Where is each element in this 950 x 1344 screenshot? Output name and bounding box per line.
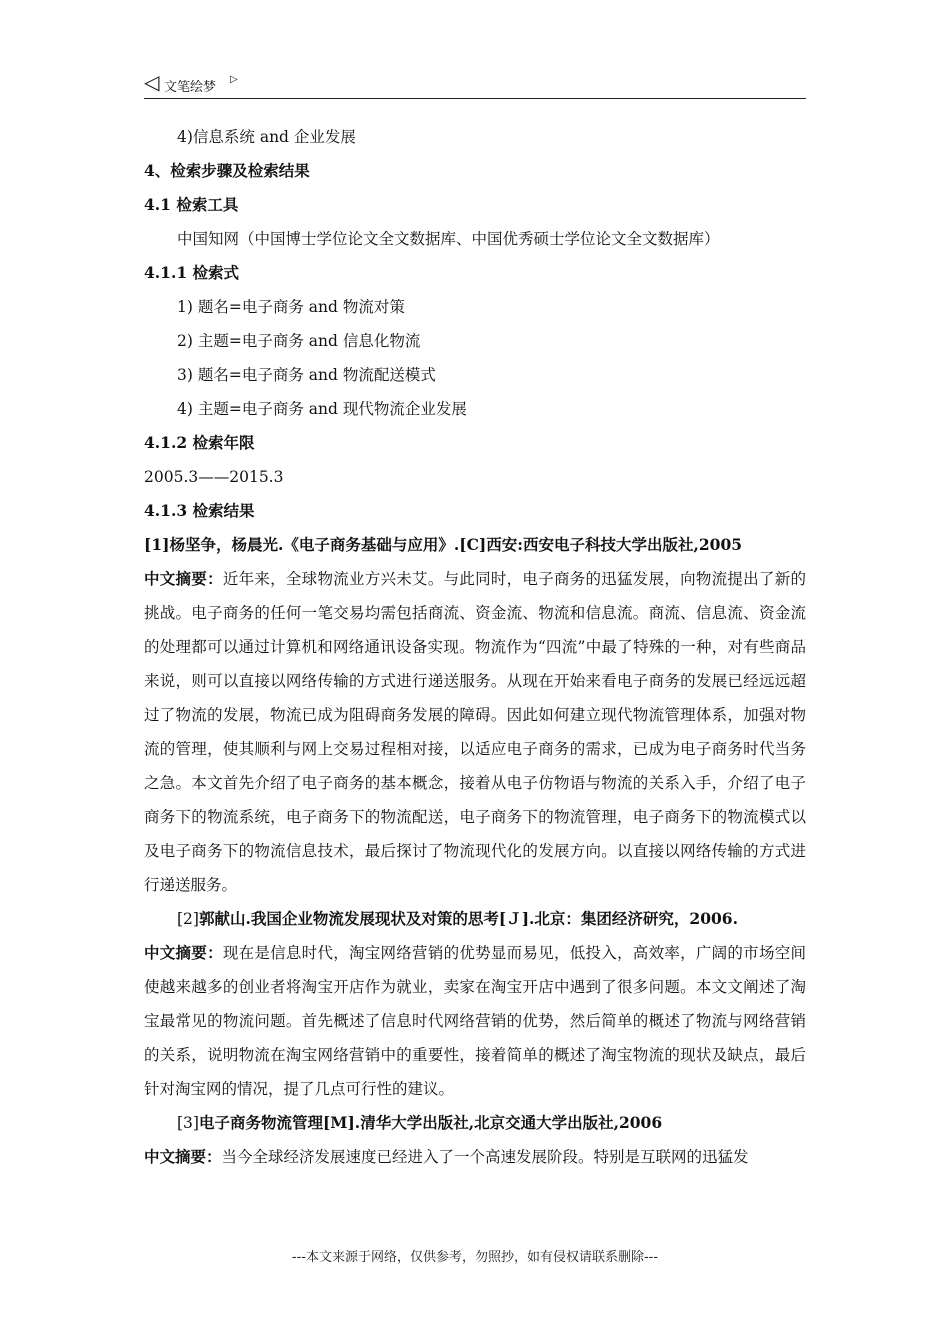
abstract-text: 现在是信息时代，淘宝网络营销的优势显而易见，低投入，高效率，广阔的市场空间使越来越多的创业者将淘宝开店作为就业，卖家在淘宝开店中遇到了很多问题。本文文阐述了淘宝最常见的物流问题。首先概述了信息时代网络营销的优势，然后简单的概述了物流与网络营销的关系，说明物流在淘宝网络营销中的重要性，接着简单的概述了淘宝物流的现状及缺点，最后针对淘宝网的情况，提了几点可行性的建议。 [144,944,806,1098]
reference-number: [2] [177,910,199,928]
reference-text: 电子商务物流管理[M].清华大学出版社,北京交通大学出版社,2006 [198,1113,663,1132]
reference-text: 郭献山.我国企业物流发展现状及对策的思考[Ｊ].北京：集团经济研究，2006. [198,909,738,928]
section-heading: 4、检索步骤及检索结果 [144,161,310,180]
abstract-label: 中文摘要： [144,569,223,588]
abstract-text: 近年来，全球物流业方兴未艾。与此同时，电子商务的迅猛发展，向物流提出了新的挑战。电子商务的任何一笔交易均需包括商流、资金流、物流和信息流。商流、信息流、资金流的处理都可以通过计算机和网络通讯设备实现。物流作为“四流”中最了特殊的一种，对有些商品来说，则可以直接以网络传输的方式进行递送服务。从现在开始来看电子商务的发展已经远远超过了物流的发展，物流已成为阻碍商务发展的障碍。因此如何建立现代物流管理体系，加强对物流的管理，使其顺利与网上交易过程相对接，以适应电子商务的需求，已成为电子商务时代当务之急。本文首先介绍了电子商务的基本概念，接着从电子仿物语与物流的关系入手，介绍了电子商务下的物流系统，电子商务下的物流配送，电子商务下的物流管理，电子商务下的物流模式以及电子商务下的物流信息技术，最后探讨了物流现代化的发展方向。以直接以网络传输的方式进行递送服务。 [144,570,806,894]
year-range: 2005.3——2015.3 [144,468,284,486]
triangle-right-icon: ▷ [230,74,238,85]
reference-title: [1]杨坚争，杨晨光.《电子商务基础与应用》.[C]西安:西安电子科技大学出版社,2005 [144,535,743,554]
abstract-paragraph [144,936,806,1106]
triangle-left-icon: ◁ [144,70,160,94]
page-footer: ---本文来源于网络，仅供参考，勿照抄，如有侵权请联系删除--- [291,1250,659,1265]
subsection-heading: 4.1 检索工具 [144,195,239,214]
reference-title [144,902,806,936]
subsection-heading: 4.1.2 检索年限 [144,433,255,452]
page-header [144,70,806,99]
abstract-paragraph [144,562,806,902]
query-item: 4) 主题=电子商务 and 现代物流企业发展 [177,400,467,418]
document-body [144,120,806,1174]
tool-text: 中国知网（中国博士学位论文全文数据库、中国优秀硕士学位论文全文数据库） [177,230,720,248]
reference-number: [3] [177,1114,199,1132]
abstract-paragraph [144,1140,806,1174]
reference-title [144,1106,806,1140]
abstract-text: 当今全球经济发展速度已经进入了一个高速发展阶段。特别是互联网的迅猛发 [221,1148,749,1166]
header-title: 文笔绘梦 [164,80,217,95]
query-item: 1) 题名=电子商务 and 物流对策 [177,298,405,316]
subsection-heading: 4.1.1 检索式 [144,263,240,282]
list-item: 4)信息系统 and 企业发展 [177,128,356,146]
subsection-heading: 4.1.3 检索结果 [144,501,255,520]
query-item: 3) 题名=电子商务 and 物流配送模式 [177,366,436,384]
abstract-label: 中文摘要： [144,1147,222,1166]
query-item: 2) 主题=电子商务 and 信息化物流 [177,332,421,350]
abstract-label: 中文摘要： [144,943,223,962]
